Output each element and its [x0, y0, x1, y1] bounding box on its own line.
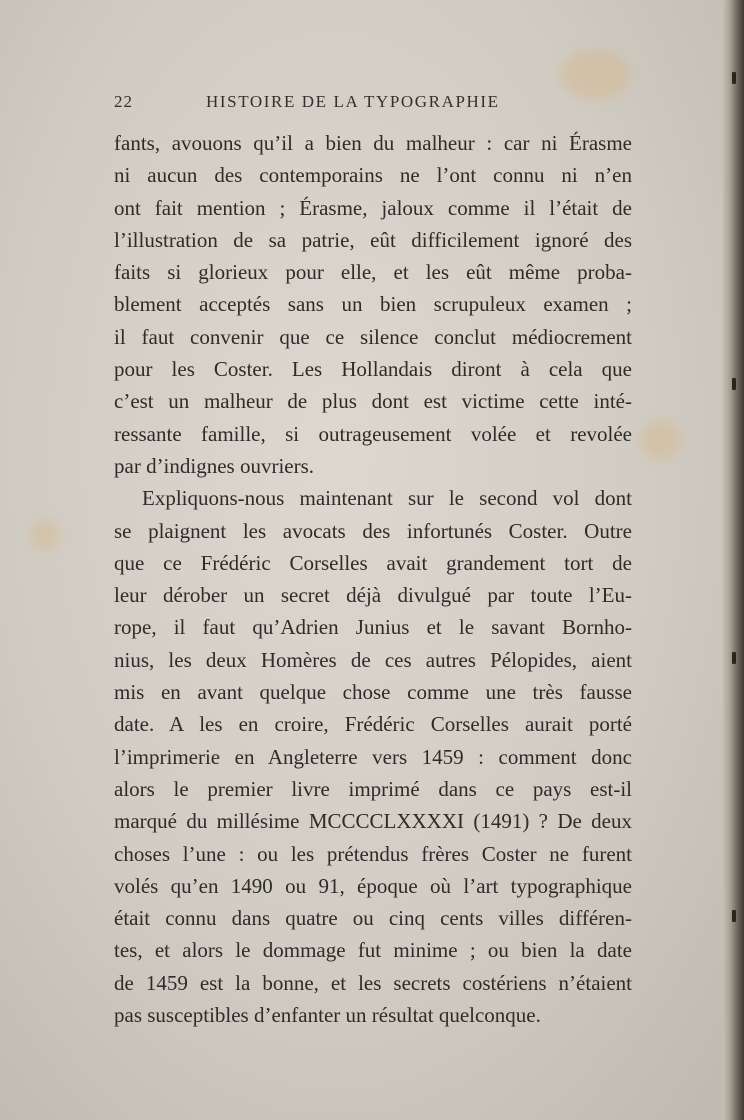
text-line: se plaignent les avocats des infortunés Coster. Outre: [114, 518, 632, 543]
page-number: 22: [114, 92, 133, 111]
text-line: pour les Coster. Les Hollandais diront à cela que: [114, 357, 632, 382]
text-line: fants, avouons qu’il a bien du malheur : car ni Érasme: [114, 131, 632, 155]
foxing-stain: [30, 520, 60, 550]
text-line: c’est un malheur de plus dont est victime cette inté-: [114, 389, 632, 414]
text-line: rope, il faut qu’Adrien Junius et le savant Bornho-: [114, 615, 632, 640]
text-line: faits si glorieux pour elle, et les eût même proba-: [114, 260, 632, 285]
text-line: Expliquons-nous maintenant sur le second vol dont: [142, 486, 632, 511]
text-line: par d’indignes ouvriers.: [114, 453, 315, 478]
running-header: [114, 92, 634, 116]
edge-mark: [732, 910, 736, 922]
running-title: HISTOIRE DE LA TYPOGRAPHIE: [206, 92, 500, 111]
text-line: de 1459 est la bonne, et les secrets costériens n’étaient: [114, 970, 632, 995]
text-line: pas susceptibles d’enfanter un résultat quelconque.: [114, 1003, 541, 1028]
text-line: ont fait mention ; Érasme, jaloux comme il l’était de: [114, 195, 632, 220]
text-line: ni aucun des contemporains ne l’ont connu ni n’en: [114, 163, 632, 188]
edge-mark: [732, 72, 736, 84]
edge-mark: [732, 652, 736, 664]
text-line: était connu dans quatre ou cinq cents villes différen-: [114, 906, 632, 931]
text-line: nius, les deux Homères de ces autres Pélopides, aient: [114, 647, 632, 672]
text-line: date. A les en croire, Frédéric Corselles aurait porté: [114, 712, 632, 737]
text-line: ressante famille, si outrageusement volée et revolée: [114, 421, 632, 446]
foxing-stain: [640, 420, 680, 460]
body-text: [114, 127, 632, 1031]
text-line: alors le premier livre imprimé dans ce pays est-il: [114, 776, 632, 801]
text-line: tes, et alors le dommage fut minime ; ou bien la date: [114, 938, 632, 963]
text-line: l’imprimerie en Angleterre vers 1459 : comment donc: [114, 744, 632, 769]
text-line: blement acceptés sans un bien scrupuleux examen ;: [114, 292, 632, 317]
text-line: marqué du millésime MCCCCLXXXXI (1491) ? De deux: [114, 809, 632, 834]
text-line: choses l’une : ou les prétendus frères Coster ne furent: [114, 841, 632, 866]
edge-mark: [732, 378, 736, 390]
text-line: mis en avant quelque chose comme une très fausse: [114, 680, 632, 705]
text-line: il faut convenir que ce silence conclut médiocrement: [114, 324, 632, 349]
text-line: l’illustration de sa patrie, eût difficilement ignoré des: [114, 227, 632, 252]
text-line: que ce Frédéric Corselles avait grandement tort de: [114, 550, 632, 575]
text-line: leur dérober un secret déjà divulgué par toute l’Eu-: [114, 583, 632, 608]
text-line: volés qu’en 1490 ou 91, époque où l’art typographique: [114, 873, 632, 898]
page-edge: [722, 0, 744, 1120]
